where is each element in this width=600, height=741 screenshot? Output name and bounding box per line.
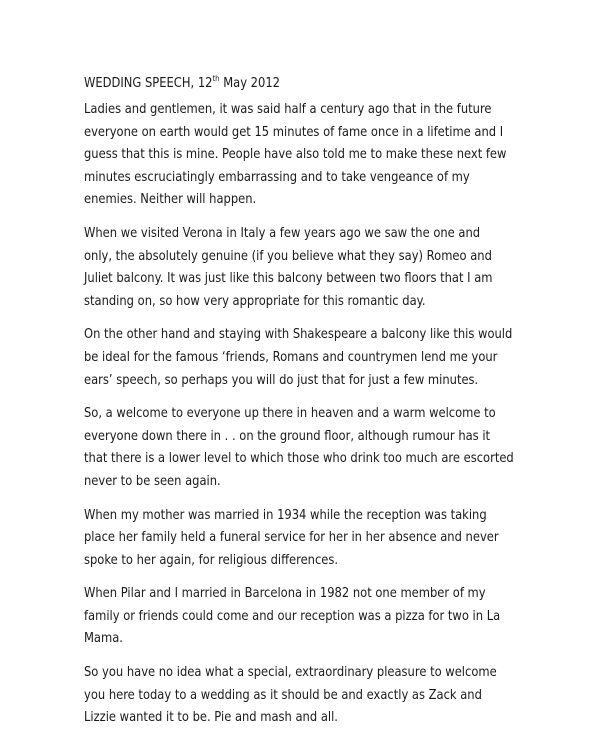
paragraph-line: everyone on earth would get 15 minutes of fame once in a lifetime and I xyxy=(84,124,504,140)
paragraph-line: never to be seen again. xyxy=(84,473,221,489)
paragraph-line: On the other hand and staying with Shakespeare a balcony like this would xyxy=(84,327,513,343)
paragraph xyxy=(84,662,554,730)
paragraph xyxy=(84,223,554,313)
paragraph-line: minutes escruciatingly embarrassing and to take vengeance of my xyxy=(84,169,470,185)
paragraph-line: So you have no idea what a special, extraordinary pleasure to welcome xyxy=(84,665,497,681)
paragraph-line: So, a welcome to everyone up there in heaven and a warm welcome to xyxy=(84,406,496,422)
paragraph-line: you here today to a wedding as it should be and exactly as Zack and xyxy=(84,687,482,703)
document-title xyxy=(84,67,488,91)
paragraph-line: When my mother was married in 1934 while the reception was taking xyxy=(84,507,487,523)
paragraph xyxy=(84,583,554,651)
paragraph-line: be ideal for the famous ‘friends, Romans and countrymen lend me your xyxy=(84,349,498,365)
paragraph xyxy=(84,505,554,573)
paragraph-line: When we visited Verona in Italy a few years ago we saw the one and xyxy=(84,225,481,241)
title-date-suffix: May 2012 xyxy=(219,76,280,91)
paragraph-line: Mama. xyxy=(84,631,123,647)
paragraph-line: spoke to her again, for religious differences. xyxy=(84,552,339,568)
speech-body xyxy=(84,99,554,730)
paragraph-line: only, the absolutely genuine (if you believe what they say) Romeo and xyxy=(84,248,492,264)
title-text: WEDDING SPEECH, 12 xyxy=(84,76,213,91)
paragraph-line: family or friends could come and our reception was a pizza for two in La xyxy=(84,608,501,624)
paragraph-line: Juliet balcony. It was just like this balcony between two floors that I am xyxy=(84,271,493,287)
paragraph-line: Lizzie wanted it to be. Pie and mash and all. xyxy=(84,710,338,726)
paragraph-line: enemies. Neither will happen. xyxy=(84,192,257,208)
paragraph xyxy=(84,324,554,392)
paragraph-line: that there is a lower level to which those who drink too much are escorted xyxy=(84,451,514,467)
paragraph xyxy=(84,99,554,212)
paragraph-line: standing on, so how very appropriate for this romantic day. xyxy=(84,293,426,309)
paragraph-line: guess that this is mine. People have also told me to make these next few xyxy=(84,147,507,163)
paragraph-line: place her family held a funeral service for her in her absence and never xyxy=(84,530,499,546)
paragraph-line: Ladies and gentlemen, it was said half a century ago that in the future xyxy=(84,102,492,117)
paragraph xyxy=(84,403,554,493)
paragraph-line: When Pilar and I married in Barcelona in 1982 not one member of my xyxy=(84,586,486,602)
paragraph-line: everyone down there in . . on the ground floor, although rumour has it xyxy=(84,428,491,444)
title-superscript: th xyxy=(212,74,220,83)
document-page xyxy=(84,67,554,741)
paragraph-line: ears’ speech, so perhaps you will do just that for just a few minutes. xyxy=(84,372,479,388)
